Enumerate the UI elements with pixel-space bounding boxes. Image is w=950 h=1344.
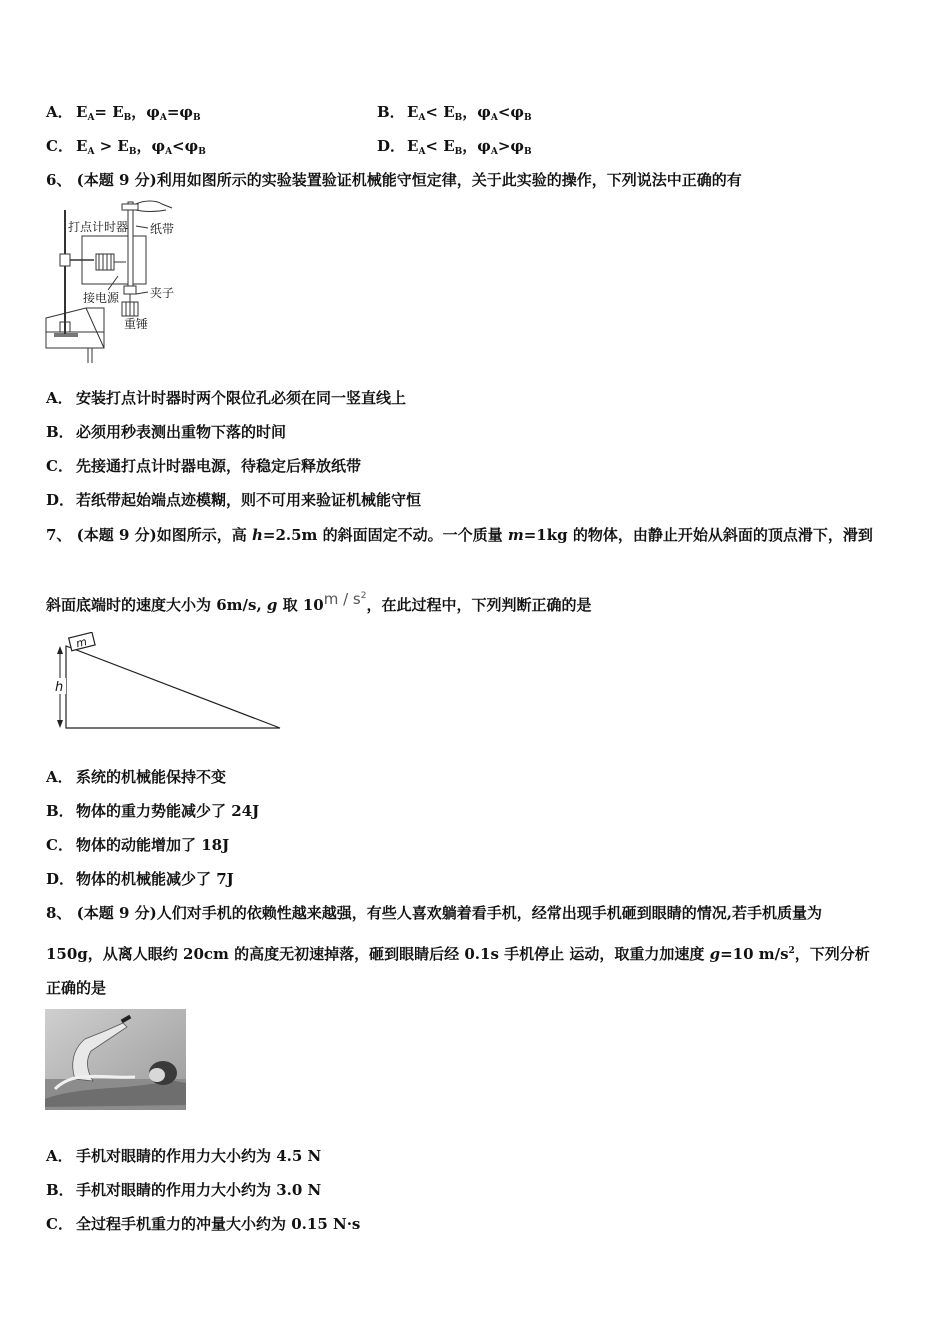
q6-apparatus-figure <box>44 198 209 368</box>
tape-label: 纸带 <box>150 222 175 236</box>
q8-stem-line2: 150g，从离人眼约 20cm 的高度无初速掉落，砸到眼睛后经 0.1s 手机停止 运动，取重力加速度 g=10 $m/s^2$，下列分析 <box>46 945 870 963</box>
q6-option-b: B． 必须用秒表测出重物下落的时间 <box>46 423 287 441</box>
q7-option-c: C． 物体的动能增加了 18J <box>46 836 230 854</box>
q8-stem-line3: 正确的是 <box>46 979 107 997</box>
q8-stem-line1: 8、 (本题 9 分)人们对手机的依赖性越来越强，有些人喜欢躺着看手机，经常出现手机砸到眼睛的情况,若手机质量为 <box>46 904 822 922</box>
hand-shape <box>136 201 172 208</box>
q7-stem-line2: 斜面底端时的速度大小为 6m/s, g 取 $10m / s^2$，在此过程中，下列判断正确的是 <box>46 590 592 614</box>
q7-stem-line1: 7、 (本题 9 分)如图所示，高 h=2.5m 的斜面固定不动。一个质量 m=1kg 的物体，由静止开始从斜面的顶点滑下，滑到 <box>46 526 873 544</box>
q7-incline-figure <box>50 632 290 732</box>
q8-option-b: B． 手机对眼睛的作用力大小约为 3.0 N <box>46 1181 322 1199</box>
q6-option-a: A． 安装打点计时器时两个限位孔必须在同一竖直线上 <box>46 389 407 407</box>
q6-stem: 6、 (本题 9 分)利用如图所示的实验装置验证机械能守恒定律，关于此实验的操作，下列说法中正确的有 <box>46 171 742 189</box>
q8-option-c: C． 全过程手机重力的冲量大小约为 0.15 N·s <box>46 1215 361 1233</box>
q6-option-c: C． 先接通打点计时器电源，待稳定后释放纸带 <box>46 457 362 475</box>
q7-option-a: A． 系统的机械能保持不变 <box>46 768 227 786</box>
mass-label: m <box>74 635 89 651</box>
timer-label: 打点计时器 <box>68 220 129 234</box>
height-label: h <box>55 680 64 695</box>
q8-option-a: A． 手机对眼睛的作用力大小约为 4.5 N <box>46 1147 322 1165</box>
q7-option-b: B． 物体的重力势能减少了 24J <box>46 802 260 820</box>
clip-shape <box>124 286 136 294</box>
power-label: 接电源 <box>83 291 120 305</box>
paper-tape <box>128 202 133 294</box>
q5-option-b: B． $E_A< E_B$，$\varphi_A<\varphi_B$ <box>377 103 532 123</box>
q5-option-a: A． $E_A= E_B$，$\varphi_A=\varphi_B$ <box>46 103 201 123</box>
clip-label: 夹子 <box>150 286 175 300</box>
q5-option-d: D． $E_A< E_B$，$\varphi_A>\varphi_B$ <box>377 137 532 157</box>
q8-person-photo <box>45 1009 186 1110</box>
block-shape <box>69 632 96 651</box>
q6-option-d: D． 若纸带起始端点迹模糊，则不可用来验证机械能守恒 <box>46 491 422 509</box>
unit-formula: m / $s^2$ <box>323 590 367 608</box>
q7-option-d: D． 物体的机械能减少了 7J <box>46 870 234 888</box>
q5-option-c: C． $E_A > E_B$，$\varphi_A<\varphi_B$ <box>46 137 206 157</box>
incline-shape <box>66 646 280 728</box>
weight-label: 重锤 <box>124 317 149 331</box>
